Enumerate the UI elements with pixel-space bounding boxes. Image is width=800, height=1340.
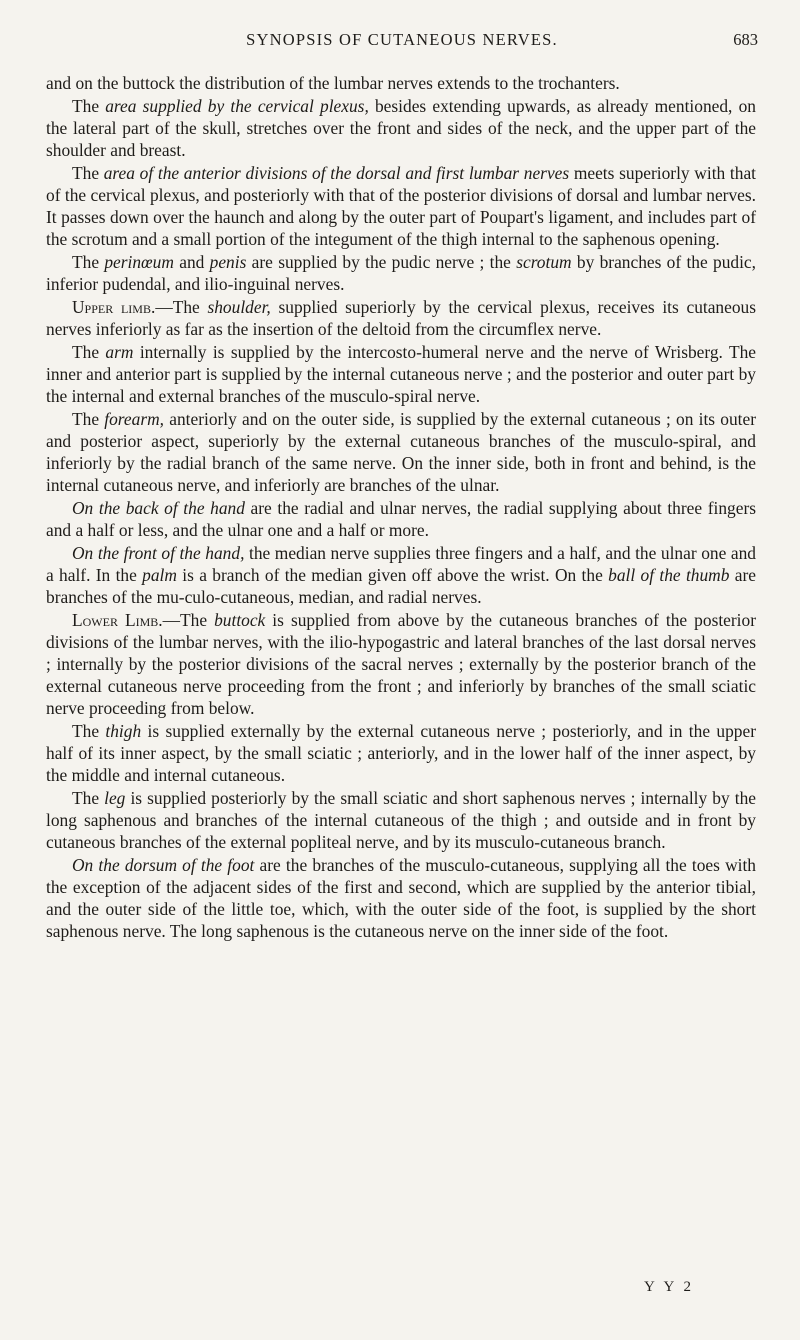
paragraph: [46, 162, 756, 250]
text-run: —The: [155, 297, 208, 317]
text-run: anteriorly and on the outer side, is supplied by the external cutaneous ; on its outer and posterior aspect, superiorly by the external cutaneous branches of the musculo-spiral, and inferiorly by the radial branch of the same nerve. On the inner side, both in front and behind, is the internal cutaneous nerve, and inferiorly are branches of the ulnar.: [46, 409, 756, 495]
italic-term: perinœum: [104, 252, 174, 272]
page-number: 683: [733, 30, 758, 49]
running-head: [46, 30, 758, 58]
paragraph: [46, 296, 756, 340]
text-run: by branches of the pudic, inferior pudendal, and ilio-inguinal nerves.: [46, 252, 757, 294]
text-run: besides extending upwards, as already mentioned, on the lateral part of the skull, stretches over the front and sides of the neck, and the upper part of the shoulder and breast.: [46, 96, 756, 160]
italic-term: On the dorsum of the foot: [72, 855, 255, 875]
text-run: the median nerve supplies three fingers and a half, and the ulnar one and a half. In the: [46, 543, 756, 585]
text-run: The: [72, 788, 105, 808]
text-run: is supplied posteriorly by the small sciatic and short saphenous nerves ; internally by the long saphenous and branches of the internal cutaneous of the thigh ; and outside and in front by cutaneous branches of the external popliteal nerve, and by its musculo-cutaneous branch.: [46, 788, 756, 852]
paragraph: [46, 542, 756, 608]
section-heading: Upper limb.: [72, 297, 156, 317]
text-run: and on the buttock the distribution of the lumbar nerves extends to the trochanters.: [46, 73, 620, 93]
italic-term: forearm,: [104, 409, 165, 429]
paragraph: [46, 497, 756, 541]
italic-term: ball of the thumb: [608, 565, 730, 585]
paragraph: [46, 72, 756, 94]
italic-term: On the back of the hand: [72, 498, 245, 518]
paragraph: [46, 251, 756, 295]
running-title: SYNOPSIS OF CUTANEOUS NERVES.: [246, 30, 558, 49]
section-heading: Lower Limb.: [72, 610, 163, 630]
italic-term: leg: [104, 788, 126, 808]
text-run: and: [173, 252, 210, 272]
text-run: is a branch of the median given off above the wrist. On the: [176, 565, 609, 585]
paragraph: [46, 95, 756, 161]
text-run: The: [72, 409, 105, 429]
text-run: The: [72, 721, 106, 741]
text-run: are supplied by the pudic nerve ; the: [246, 252, 517, 272]
italic-term: area of the anterior divisions of the dorsal and first lumbar nerves: [103, 163, 570, 183]
text-run: is supplied externally by the external cutaneous nerve ; posteriorly, and in the upper half of its inner aspect, by the small sciatic ; anteriorly, and in the lower half of the inner aspect, by the middle and internal cutaneous.: [46, 721, 756, 785]
italic-term: palm: [142, 565, 177, 585]
text-run: are the radial and ulnar nerves, the radial supplying about three fingers and a half or less, and the ulnar one and a half or more.: [46, 498, 757, 540]
text-run: The: [72, 342, 106, 362]
text-run: The: [72, 96, 106, 116]
italic-term: buttock: [214, 610, 266, 630]
paragraph: [46, 787, 756, 853]
text-run: are branches of the mu-culo-cutaneous, median, and radial nerves.: [46, 565, 756, 607]
text-run: internally is supplied by the intercosto-humeral nerve and the nerve of Wrisberg. The inner and anterior part is supplied by the internal cutaneous nerve ; and the posterior and outer part by the internal and external branches of the musculo-spiral nerve.: [46, 342, 756, 406]
italic-term: scrotum: [516, 252, 572, 272]
signature-mark: Y Y 2: [644, 1279, 694, 1295]
paragraph: [46, 408, 756, 496]
text-run: meets superiorly with that of the cervical plexus, and posteriorly with that of the posterior divisions of dorsal and lumbar nerves. It passes down over the haunch and along by the outer part of Poupart's ligament, and includes part of the scrotum and a small portion of the integument of the thigh internal to the saphenous opening.: [46, 163, 756, 249]
italic-term: area supplied by the cervical plexus,: [105, 96, 369, 116]
italic-term: arm: [105, 342, 134, 362]
body-text: [46, 72, 756, 943]
paragraph: [46, 609, 756, 719]
text-run: The: [72, 252, 105, 272]
text-run: The: [72, 163, 104, 183]
italic-term: thigh: [105, 721, 142, 741]
paragraph: [46, 341, 756, 407]
text-run: —The: [162, 610, 215, 630]
italic-term: shoulder,: [207, 297, 271, 317]
text-run: supplied superiorly by the cervical plexus, receives its cutaneous nerves inferiorly as far as the insertion of the deltoid from the circumflex nerve.: [46, 297, 757, 339]
italic-term: On the front of the hand,: [72, 543, 245, 563]
paragraph: [46, 720, 756, 786]
italic-term: penis: [209, 252, 247, 272]
text-run: are the branches of the musculo-cutaneous, supplying all the toes with the exception of the adjacent sides of the first and second, which are supplied by the anterior tibial, and the outer side of the little toe, which, with the outer side of the foot, is supplied by the short saphenous nerve. The long saphenous is the cutaneous nerve on the inner side of the foot.: [46, 855, 756, 941]
paragraph: [46, 854, 756, 942]
text-run: is supplied from above by the cutaneous branches of the posterior divisions of the lumbar nerves, with the ilio-hypogastric and lateral branches of the last dorsal nerves ; internally by the posterior divisions of the sacral nerves ; externally by the posterior branch of the external cutaneous nerve proceeding from the front ; and inferiorly by branches of the small sciatic nerve proceeding from below.: [46, 610, 756, 718]
